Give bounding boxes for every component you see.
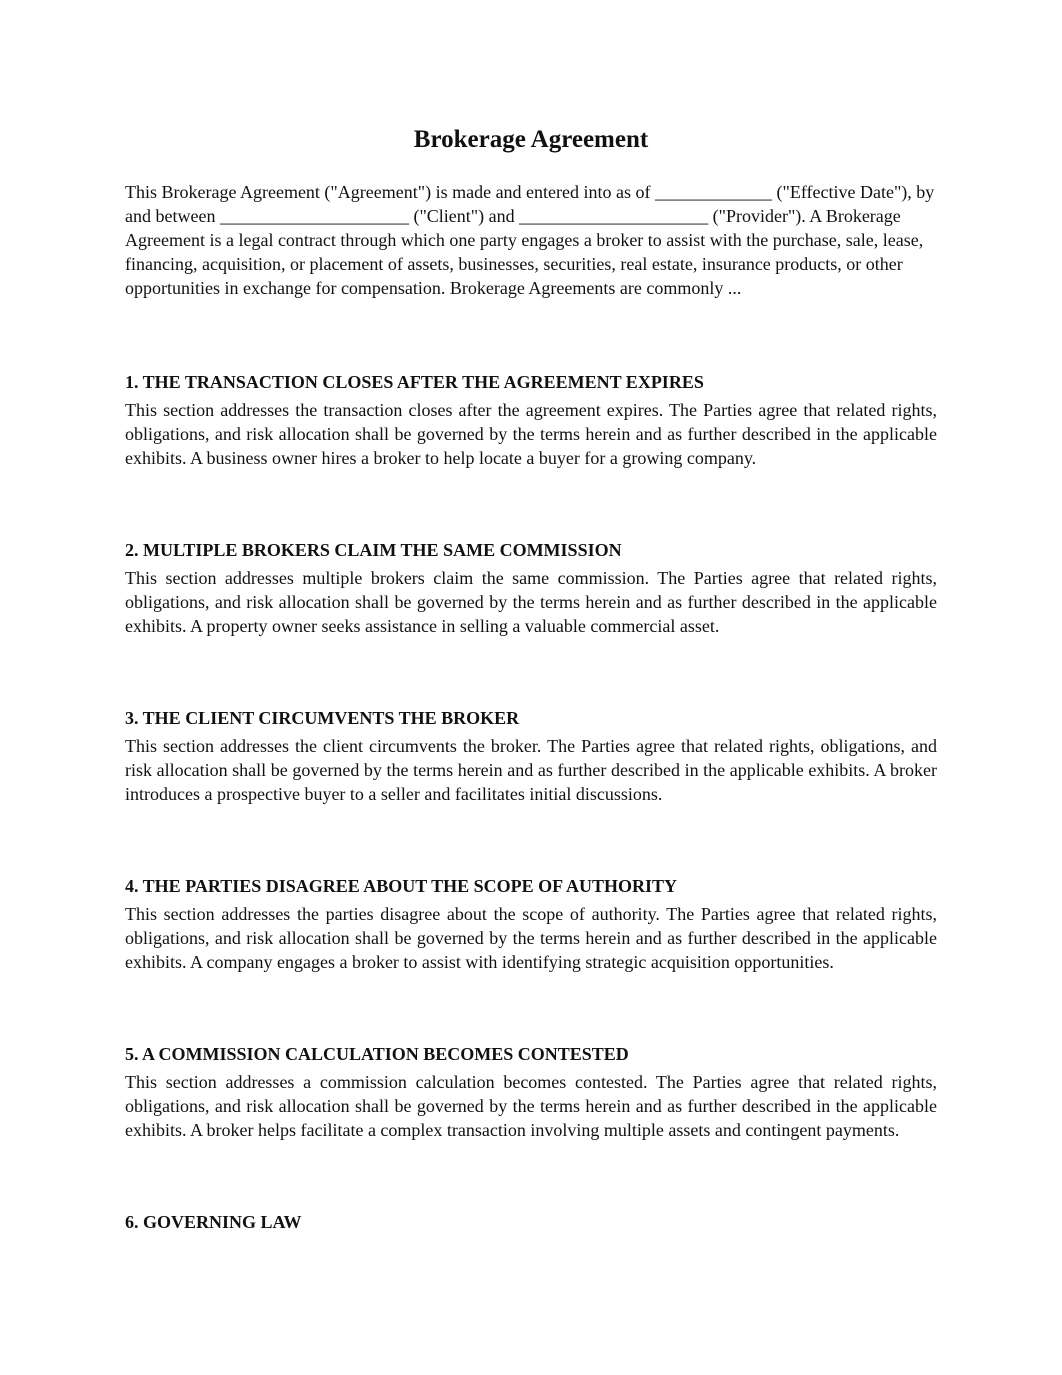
section-heading: 2. MULTIPLE BROKERS CLAIM THE SAME COMMISSION bbox=[125, 540, 622, 560]
section-body: This section addresses the transaction closes after the agreement expires. The Parties agree that related rights, obligations, and risk allocation shall be governed by the terms herein and as further described in the applicable exhibits. A business owner hires a broker to help locate a buyer for a growing company. bbox=[125, 400, 937, 468]
section-1 bbox=[125, 370, 937, 470]
section-body: This section addresses multiple brokers claim the same commission. The Parties agree that related rights, obligations, and risk allocation shall be governed by the terms herein and as further described in the applicable exhibits. A property owner seeks assistance in selling a valuable commercial asset. bbox=[125, 568, 937, 636]
section-heading: 1. THE TRANSACTION CLOSES AFTER THE AGREEMENT EXPIRES bbox=[125, 372, 704, 392]
section-body: This section addresses the parties disagree about the scope of authority. The Parties agree that related rights, obligations, and risk allocation shall be governed by the terms herein and as further described in the applicable exhibits. A company engages a broker to assist with identifying strategic acquisition opportunities. bbox=[125, 904, 937, 972]
section-body: This section addresses the client circumvents the broker. The Parties agree that related rights, obligations, and risk allocation shall be governed by the terms herein and as further described in the applicable exhibits. A broker introduces a prospective buyer to a seller and facilitates initial discussions. bbox=[125, 736, 937, 804]
section-body: This section addresses a commission calculation becomes contested. The Parties agree that related rights, obligations, and risk allocation shall be governed by the terms herein and as further described in the applicable exhibits. A broker helps facilitate a complex transaction involving multiple assets and contingent payments. bbox=[125, 1072, 937, 1140]
document-title: Brokerage Agreement bbox=[413, 126, 649, 153]
section-2 bbox=[125, 538, 937, 638]
section-heading: 6. GOVERNING LAW bbox=[125, 1212, 302, 1232]
section-3 bbox=[125, 706, 937, 806]
section-6 bbox=[125, 1210, 937, 1234]
section-5 bbox=[125, 1042, 937, 1142]
section-heading: 5. A COMMISSION CALCULATION BECOMES CONTESTED bbox=[125, 1044, 629, 1064]
section-heading: 4. THE PARTIES DISAGREE ABOUT THE SCOPE OF AUTHORITY bbox=[125, 876, 678, 896]
section-4 bbox=[125, 874, 937, 974]
section-heading: 3. THE CLIENT CIRCUMVENTS THE BROKER bbox=[125, 708, 520, 728]
intro-paragraph: This Brokerage Agreement ("Agreement") is made and entered into as of _____________ ("Effective Date"), by and between _____________________ ("Client") and _____________________ ("Provider"). A Brokerage Agreement is a legal contract through which one party engages a broker to assist with the purchase, sale, lease, financing, acquisition, or placement of assets, businesses, securities, real estate, insurance products, or other opportunities in exchange for compensation. Brokerage Agreements are commonly ... bbox=[125, 182, 935, 298]
